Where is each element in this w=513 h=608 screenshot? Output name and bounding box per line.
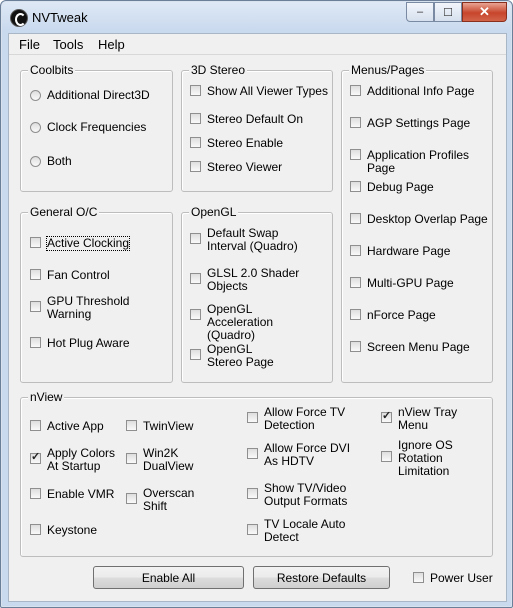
- opengl-legend: OpenGL: [191, 205, 237, 219]
- win2k-dualview-checkbox[interactable]: Win2K DualView: [126, 447, 201, 473]
- fan-control-checkbox[interactable]: Fan Control: [30, 269, 110, 282]
- checkbox-checked-icon[interactable]: [30, 453, 41, 464]
- checkbox-icon[interactable]: [247, 412, 258, 423]
- checkbox-icon[interactable]: [413, 572, 424, 583]
- enable-all-button[interactable]: Enable All: [93, 566, 244, 589]
- stereo-group: [181, 63, 333, 192]
- minimize-button[interactable]: [406, 2, 434, 22]
- checkbox-icon[interactable]: [350, 309, 361, 320]
- checkbox-icon[interactable]: [190, 309, 201, 320]
- general-oc-legend: General O/C: [30, 205, 98, 219]
- checkbox-icon[interactable]: [30, 524, 41, 535]
- allow-force-dvi-as-hdtv-checkbox[interactable]: Allow Force DVI As HDTV: [247, 442, 362, 468]
- close-button[interactable]: [462, 2, 507, 22]
- checkbox-icon[interactable]: [30, 420, 41, 431]
- nview-legend: nView: [30, 390, 63, 404]
- checkbox-icon[interactable]: [350, 181, 361, 192]
- checkbox-icon[interactable]: [350, 277, 361, 288]
- menus-pages-group: [341, 63, 493, 383]
- glsl-shader-objects-checkbox[interactable]: GLSL 2.0 Shader Objects: [190, 267, 300, 293]
- default-swap-interval-checkbox[interactable]: Default Swap Interval (Quadro): [190, 227, 300, 253]
- additional-info-page-checkbox[interactable]: Additional Info Page: [350, 85, 474, 98]
- checkbox-icon[interactable]: [190, 113, 201, 124]
- checkbox-icon[interactable]: [350, 341, 361, 352]
- minimize-icon: –: [416, 6, 424, 18]
- maximize-icon: ☐: [443, 6, 453, 19]
- radio-icon[interactable]: [30, 122, 41, 133]
- stereo-viewer-checkbox[interactable]: Stereo Viewer: [190, 161, 282, 174]
- apply-colors-at-startup-checkbox[interactable]: ✓ Apply Colors At Startup: [30, 447, 125, 473]
- opengl-acceleration-checkbox[interactable]: OpenGL Acceleration (Quadro): [190, 303, 320, 342]
- checkbox-checked-icon[interactable]: [381, 412, 392, 423]
- stereo-default-on-checkbox[interactable]: Stereo Default On: [190, 113, 303, 126]
- twinview-checkbox[interactable]: TwinView: [126, 420, 193, 433]
- checkbox-icon[interactable]: [190, 233, 201, 244]
- checkbox-icon[interactable]: [350, 213, 361, 224]
- enable-vmr-checkbox[interactable]: Enable VMR: [30, 488, 114, 501]
- checkbox-icon[interactable]: [190, 137, 201, 148]
- checkbox-icon[interactable]: [247, 488, 258, 499]
- menu-file[interactable]: File: [19, 37, 40, 52]
- gpu-threshold-warning-checkbox[interactable]: GPU Threshold Warning: [30, 295, 130, 321]
- stereo-legend: 3D Stereo: [191, 63, 246, 77]
- checkbox-icon[interactable]: [126, 493, 137, 504]
- active-clocking-checkbox[interactable]: Active Clocking: [30, 237, 129, 250]
- ignore-os-rotation-limitation-checkbox[interactable]: Ignore OS Rotation Limitation: [381, 439, 471, 478]
- multi-gpu-page-checkbox[interactable]: Multi-GPU Page: [350, 277, 454, 290]
- checkbox-icon[interactable]: [190, 349, 201, 360]
- checkbox-icon[interactable]: [247, 448, 258, 459]
- checkbox-icon[interactable]: [126, 420, 137, 431]
- nview-tray-menu-checkbox[interactable]: ✓ nView Tray Menu: [381, 406, 471, 432]
- maximize-button[interactable]: [434, 2, 462, 22]
- checkbox-icon[interactable]: [30, 337, 41, 348]
- desktop-overlap-page-checkbox[interactable]: Desktop Overlap Page: [350, 213, 488, 226]
- window-title: NVTweak: [32, 10, 88, 25]
- debug-page-checkbox[interactable]: Debug Page: [350, 181, 434, 194]
- opengl-stereo-page-checkbox[interactable]: OpenGL Stereo Page: [190, 343, 290, 369]
- power-user-checkbox[interactable]: Power User: [413, 572, 493, 585]
- checkbox-icon[interactable]: [30, 301, 41, 312]
- nview-group: [20, 390, 493, 557]
- checkbox-icon[interactable]: [126, 453, 137, 464]
- menus-pages-legend: Menus/Pages: [351, 63, 425, 77]
- close-icon: ✕: [479, 4, 490, 19]
- coolbits-group: [20, 63, 173, 192]
- overscan-shift-checkbox[interactable]: Overscan Shift: [126, 487, 201, 513]
- screen-menu-page-checkbox[interactable]: Screen Menu Page: [350, 341, 470, 354]
- opengl-group: [181, 205, 333, 383]
- checkbox-icon[interactable]: [350, 117, 361, 128]
- checkbox-icon[interactable]: [30, 488, 41, 499]
- title-bar[interactable]: [1, 1, 512, 33]
- checkbox-icon[interactable]: [30, 237, 41, 248]
- coolbits-both-radio[interactable]: Both: [30, 155, 72, 168]
- radio-icon[interactable]: [30, 156, 41, 167]
- agp-settings-page-checkbox[interactable]: AGP Settings Page: [350, 117, 470, 130]
- application-profiles-page-checkbox[interactable]: Application Profiles Page: [350, 149, 492, 175]
- stereo-enable-checkbox[interactable]: Stereo Enable: [190, 137, 283, 150]
- active-app-checkbox[interactable]: Active App: [30, 420, 104, 433]
- nvtweak-app-icon[interactable]: [10, 9, 28, 27]
- client-area: [8, 33, 507, 602]
- menu-bar: [9, 34, 506, 55]
- coolbits-legend: Coolbits: [30, 63, 74, 77]
- hot-plug-aware-checkbox[interactable]: Hot Plug Aware: [30, 337, 130, 350]
- general-oc-group: [20, 205, 173, 383]
- checkbox-icon[interactable]: [381, 451, 392, 462]
- show-all-viewer-types-checkbox[interactable]: Show All Viewer Types: [190, 85, 328, 98]
- menu-tools[interactable]: Tools: [53, 37, 84, 52]
- allow-force-tv-detection-checkbox[interactable]: Allow Force TV Detection: [247, 406, 362, 432]
- checkbox-icon[interactable]: [190, 85, 201, 96]
- coolbits-clock-frequencies-radio[interactable]: Clock Frequencies: [30, 121, 146, 134]
- tv-locale-auto-detect-checkbox[interactable]: TV Locale Auto Detect: [247, 518, 362, 544]
- nforce-page-checkbox[interactable]: nForce Page: [350, 309, 436, 322]
- checkbox-icon[interactable]: [350, 149, 361, 160]
- restore-defaults-button[interactable]: Restore Defaults: [253, 566, 390, 589]
- checkbox-icon[interactable]: [190, 273, 201, 284]
- checkbox-icon[interactable]: [30, 269, 41, 280]
- checkbox-icon[interactable]: [190, 161, 201, 172]
- checkbox-icon[interactable]: [350, 245, 361, 256]
- menu-help[interactable]: Help: [98, 37, 125, 52]
- keystone-checkbox[interactable]: Keystone: [30, 524, 97, 537]
- show-tv-video-output-formats-checkbox[interactable]: Show TV/Video Output Formats: [247, 482, 362, 508]
- coolbits-additional-direct3d-radio[interactable]: Additional Direct3D: [30, 89, 150, 102]
- checkbox-icon[interactable]: [350, 85, 361, 96]
- radio-icon[interactable]: [30, 90, 41, 101]
- hardware-page-checkbox[interactable]: Hardware Page: [350, 245, 450, 258]
- checkbox-icon[interactable]: [247, 524, 258, 535]
